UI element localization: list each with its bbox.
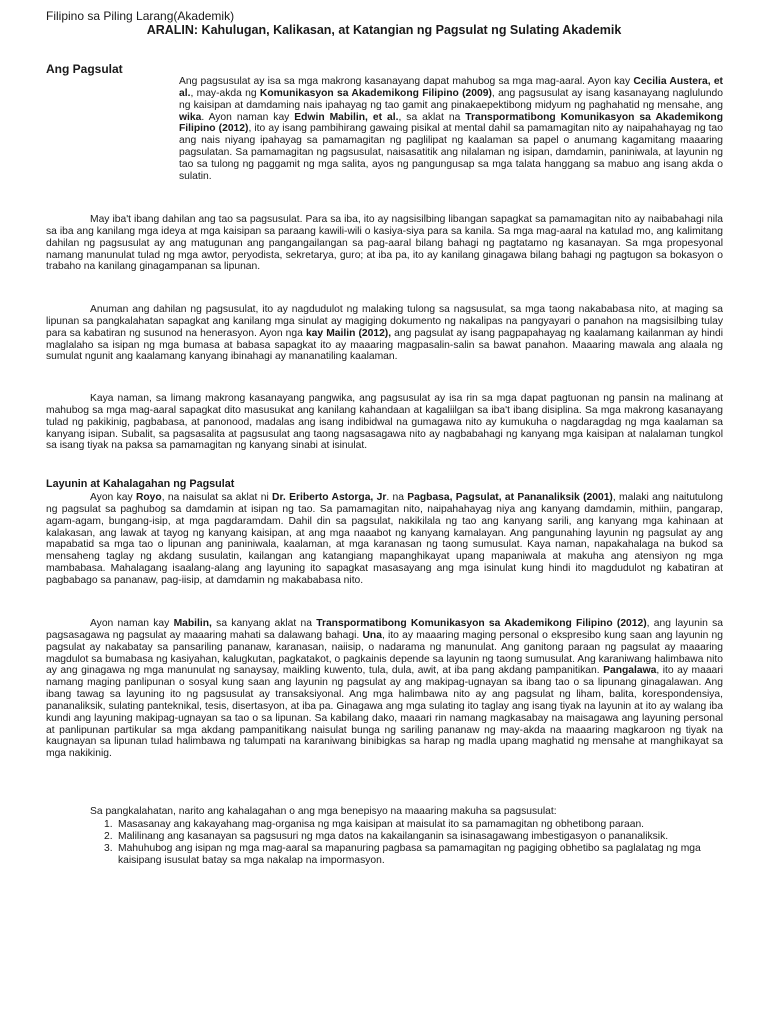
page-header [46, 9, 234, 23]
paragraph-royo: Ayon kay Royo, na naisulat sa aklat ni Dr. Eriberto Astorga, Jr. na Pagbasa, Pagsulat, at Pananaliksik (2001), malaki ang naitutulong ng pagsulat sa paghubog sa damdamin at isipan ng tao. Sa pamamagitan nito, naipahahayag niya ang kanyang damdamin, mithiin, pangarap, agam-agam, bungang-isip, at mga pagdaramdam. Dahil din sa pagsulat, nakikilala ng tao ang kanyang sarili, ang kanyang mga kahinaan at kalakasan, ang lawak at tayog ng kanyang kaisipan, at ang mga naaabot ng kanyang kamalayan. Ang pangunahing layunin ng pagsulat ay ang mapabatid sa mga tao o lipunan ang paniniwala, kaalaman, at mga karanasan ng taong sumusulat. Kaya naman, napakahalaga na bukod sa mensaheng taglay ng akdang susulatin, kailangan ang katangiang mapanghikayat upang mapaniwala at makuha ang atensiyon ng mga mambabasa. Mahalagang isaalang-alang ang layuning ito sapagkat masasayang ang mga isinulat kung hindi ito magdudulot ng kabatiran at pagbabago sa pananaw, pag-iisip, at damdamin ng makababasa nito. [46, 492, 723, 586]
paragraph-mabilin: Ayon naman kay Mabilin, sa kanyang aklat na Transpormatibong Komunikasyon sa Akademikong Filipino (2012), ang layunin sa pagsasagawa ng pagsulat ay maaaring mahati sa dalawang bahagi. Una, ito ay maaaring maging personal o ekspresibo kung saan ang layunin ng pagsulat ay nakabatay sa pansariling pananaw, karanasan, naiisip, o nadarama ng manunulat. Ang ganitong paraan ng pagsulat ay maaaring magdulot sa bumabasa ng kasiyahan, kalugkutan, pagkatakot, o pagkainis depende sa layunin ng taong sumusulat. Ang karaniwang halimbawa nito ay ang ginagawa ng mga manunulat ng sanaysay, maikling kuwento, tula, dula, awit, at iba pang akdang pampanitikan. Pangalawa, ito ay maaari namang maging panlipunan o sosyal kung saan ang layunin ng pagsulat ay ang makipag-ugnayan sa ibang tao o sa lipunang ginagalawan. Ang ibang tawag sa layuning ito ng pagsusulat ay transaksiyonal. Ang mga halimbawa nito ay ang pagsulat ng liham, balita, korespondensiya, pananaliksik, sulating panteknikal, tesis, disertasyon, at iba pa. Ginagawa ang mga sulating ito taglay ang isang tiyak na layunin at ito ay walang iba kundi ang layuning makipag-ugnayan sa tao o sa lipunan. Sa kabilang dako, maaari rin namang magkasabay na maisagawa ang layuning personal at panlipunan partikular sa mga akdang pampanitikang naisulat bunga ng sariling pananaw ng may-akda na maaaring magkaroon ng tiyak na kaugnayan sa lipunan tulad halimbawa ng talumpati na karaniwang binibigkas sa harap ng madla upang maghatid ng mensahe at manghikayat sa mga nakikinig. [46, 618, 723, 760]
list-item: 1. Masasanay ang kakayahang mag-organisa ng mga kaisipan at maisulat ito sa pamamagitan ng obhetibong paraan. [104, 819, 645, 830]
paragraph-pangkalahatan: Sa pangkalahatan, narito ang kahalagahan o ang mga benepisyo na maaaring makuha sa pagsusulat: [90, 806, 557, 817]
intro-paragraph: Ang pagsusulat ay isa sa mga makrong kasanayang dapat mahubog sa mga mag-aaral. Ayon kay Cecilia Austera, et al., may-akda ng Komunikasyon sa Akademikong Filipino (2009), ang pagsusulat ay isang kasanayang naglulundo ng kaisipan at damdaming nais ipahayag ng tao gamit ang pinakaepektibong midyum ng paghahatid ng mensahe, ang wika. Ayon naman kay Edwin Mabilin, et al., sa aklat na Transpormatibong Komunikasyon sa Akademikong Filipino (2012), ito ay isang pambihirang gawaing pisikal at mental dahil sa pamamagitan nito ay naipahahayag ng tao ang nais niyang ipahayag sa pamamagitan ng paglilipat ng kaalaman sa papel o anumang kagamitang maaaring pagsulatan. Sa pamamagitan ng pagsusulat, naisasatitik ang nilalaman ng isipan, damdamin, paniniwala, at layunin ng tao sa tulong ng paggamit ng mga salita, ayos ng pangungusap sa mga talata hanggang sa mabuo ang isang akda o sulatin. [179, 76, 723, 182]
subject-label: Filipino sa Piling Larang [46, 9, 174, 23]
section-heading-pagsulat: Ang Pagsulat [46, 62, 123, 76]
paragraph-anuman: Anuman ang dahilan ng pagsusulat, ito ay nagdudulot ng malaking tulong sa nagsusulat, sa mga taong nakababasa nito, at maging sa lipunan sa pangkalahatan sapagkat ang kanilang mga sinulat ay magiging dokumento ng nakalipas na pangyayari o panahon na magsisilbing tulay para sa kabatiran ng susunod na henerasyon. Ayon nga kay Mailin (2012), ang pagsulat ay isang pagpapahayag ng kaalamang kailanman ay hindi maglalaho sa isipan ng mga bumasa at babasa sapagkat ito ay maaaring magpasalin-salin sa bawat panahon. Maaaring mawala ang alaala ng sumulat ngunit ang kaalamang kanyang ibinahagi ay mananatiling kaalaman. [46, 304, 724, 363]
section-heading-layunin: Layunin at Kahalagahan ng Pagsulat [46, 478, 235, 490]
paragraph-kaya-naman: Kaya naman, sa limang makrong kasanayang pangwika, ang pagsusulat ay isa rin sa mga dapat pagtuonan ng pansin na malinang at mahubog sa mga mag-aaral sapagkat dito masusukat ang kanilang kahandaan at kagaliilgan sa iba't ibang disiplina. Sa mga makrong kasanayang tulad ng pakikinig, pagbabasa, at panonood, madalas ang isang indibidwal na gumagawa nito ay kumukuha o nagdaragdag ng mga kaalaman sa kanyang isipan. Subalit, sa pagsasalita at pagsusulat ang taong nagsasagawa nito ay nagbabahagi ng kanyang mga kaisipan at nalalaman tungkol sa isang tiyak na paksa sa pamamagitan ng kanyang sinabi at isinulat. [46, 393, 723, 452]
list-item: 2. Malilinang ang kasanayan sa pagsusuri ng mga datos na kakailanganin sa isinasagawang imbestigasyon o pananaliksik. [104, 830, 669, 842]
lesson-title: ARALIN: Kahulugan, Kalikasan, at Katangian ng Pagsulat ng Sulating Akademik [146, 23, 622, 37]
track-label: (Akademik) [173, 9, 235, 23]
paragraph-dahilan: May iba't ibang dahilan ang tao sa pagsusulat. Para sa iba, ito ay nagsisilbing libangan sapagkat sa pamamagitan nito ay naibabahagi nila sa iba ang kanilang mga ideya at mga kaisipan sa paraang kawili-wili o kasiya-siya para sa kanila. Sa mga mag-aaral na katulad mo, ang kalimitang dahilan ng pagsusulat ay ang matugunan ang pangangailangan sa pag-aaral bilang bahagi ng pagtatamo ng kasanayan. Sa mga propesyonal namang manunulat tulad ng mga awtor, peryodista, sekretarya, guro; at iba pa, ito ay kanilang ginagawa bilang bahagi ng pagtugon sa bokasyon o trabaho na kanilang ginagampanan sa lipunan. [46, 214, 723, 273]
list-item: 3. Mahuhubog ang isipan ng mga mag-aaral sa mapanuring pagbasa sa pamamagitan ng pagiging obhetibo sa paglalatag ng mga kaisipang isusulat batay sa mga nakalap na impormasyon. [104, 842, 701, 866]
benefits-list [104, 819, 724, 866]
